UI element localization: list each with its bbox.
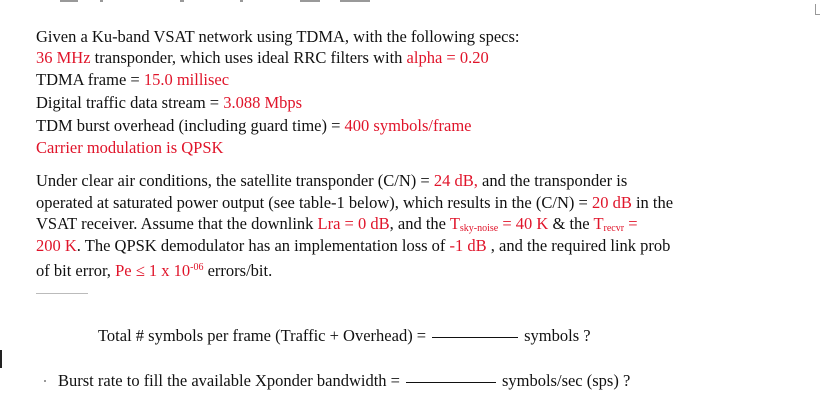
answer-blank-1[interactable] [432,337,518,338]
question-burst-rate [58,371,630,391]
para-line-4 [36,236,670,256]
question-total-symbols [98,326,591,346]
alpha-value: alpha = 0.20 [406,48,489,67]
para-text: , and the required link prob [486,236,671,255]
question-unit: symbols ? [524,326,591,345]
bandwidth-value: 36 MHz [36,48,91,67]
para-text: of bit error, [36,261,116,280]
trecvr-value-cont: 200 K [36,236,77,255]
para-text: errors/bit. [203,261,273,280]
tsky-value: $T_{sky-noise} = 40$ K [449,214,549,234]
spec-transponder-text: transponder, which uses ideal RRC filters with [90,48,407,67]
trecvr-value: $T_{recvr}$ = [593,214,638,234]
para-text: Under clear air conditions, the satellite transponder (C/N) = [36,171,434,190]
para-text: & the [548,214,594,233]
overhead-value: 400 symbols/frame [344,116,472,135]
left-edge-bar [0,350,2,368]
spec-overhead-label: TDM burst overhead (including guard time) = [36,116,345,135]
para-text: in the [631,193,674,212]
receiver-cn-value: 20 dB [591,193,632,212]
pe-value: Pe ≤ 1 x $10^{-06}$ [115,261,204,280]
spec-overhead [36,116,471,136]
para-line-1 [36,171,627,191]
spec-tdma-frame-label: TDMA frame = [36,70,144,89]
bullet-dot [44,380,46,382]
para-text: . The QPSK demodulator has an implementation loss of [76,236,450,255]
spec-data-stream [36,93,302,113]
para-text: and the transponder is [477,171,628,190]
answer-blank-2[interactable] [406,382,496,383]
question-text: Burst rate to fill the available Xponder bandwidth = [58,371,400,390]
spec-modulation: Carrier modulation is QPSK [36,138,224,157]
question-text: Total # symbols per frame (Traffic + Overhead) = [98,326,427,345]
corner-mark [815,4,820,15]
impl-loss-value: -1 dB [449,236,487,255]
para-line-5 [36,258,272,281]
tdma-frame-value: 15.0 millisec [143,70,230,89]
transponder-cn-value: 24 dB, [433,171,478,190]
para-text: , and the [389,214,450,233]
para-text: operated at saturated power output (see table-1 below), which results in the (C/N) = [36,193,592,212]
spec-tdma-frame [36,70,229,90]
spec-intro: Given a Ku-band VSAT network using TDMA, with the following specs: [36,27,520,46]
data-stream-value: 3.088 Mbps [223,93,303,112]
para-line-2 [36,193,673,213]
spec-transponder [36,48,489,68]
cropped-top-line [60,0,380,5]
para-text: VSAT receiver. Assume that the downlink [36,214,318,233]
faint-mark [36,293,88,294]
spec-data-stream-label: Digital traffic data stream = [36,93,224,112]
lra-value: Lra = 0 dB [317,214,390,233]
question-unit: symbols/sec (sps) ? [501,371,631,390]
